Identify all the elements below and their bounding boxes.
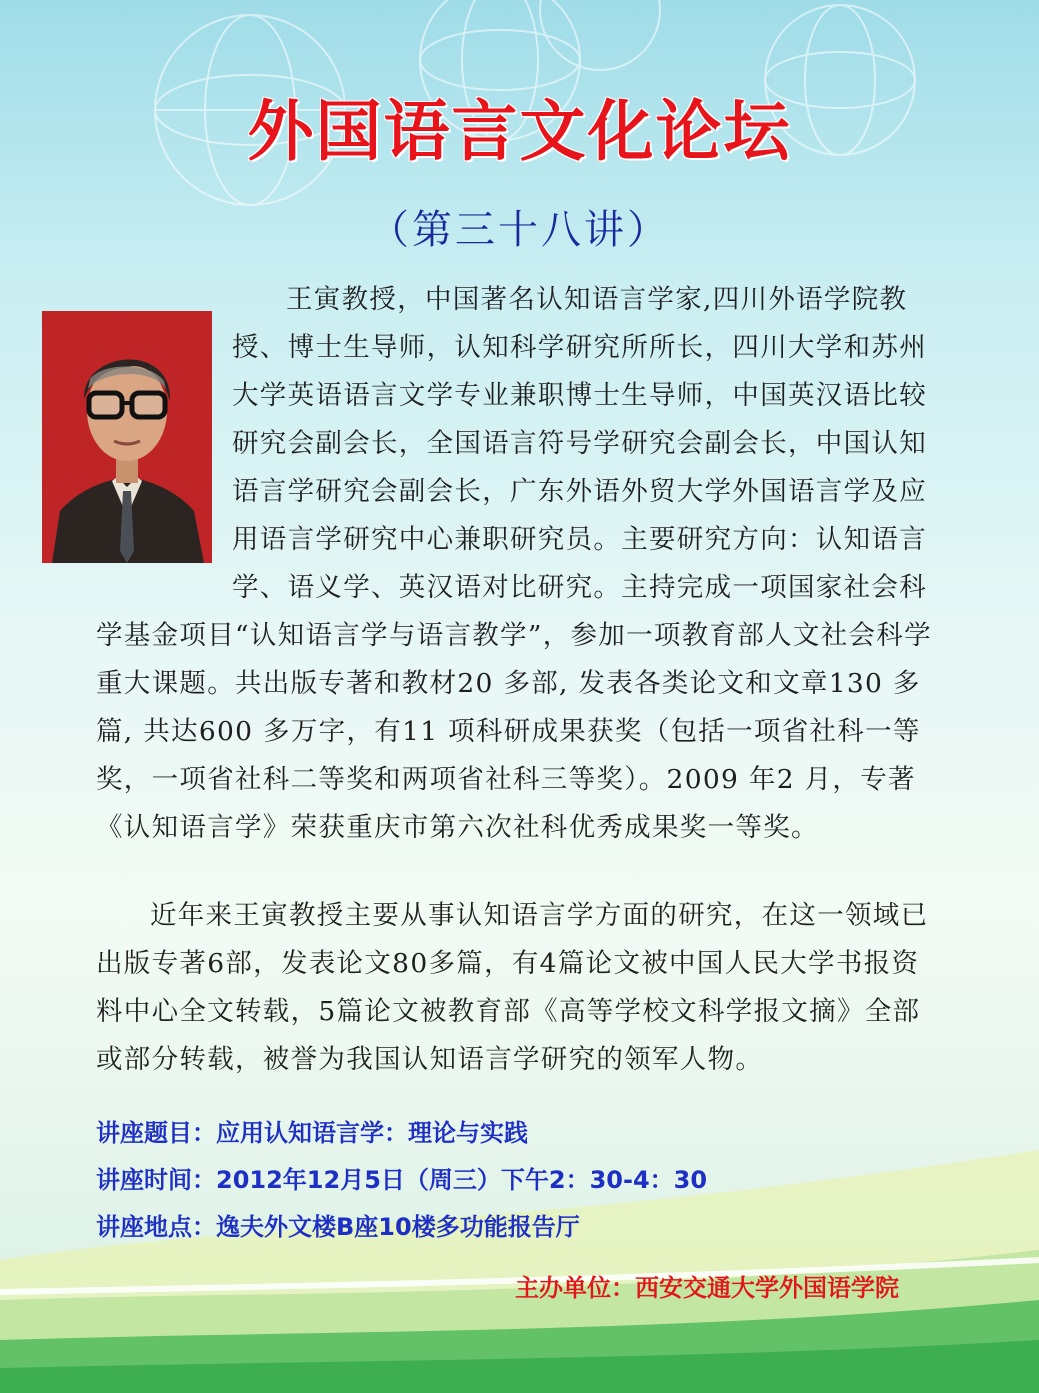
- lecture-time-value: 2012年12月5日（周三）下午2：30-4：30: [216, 1166, 708, 1194]
- lecture-place-label: 讲座地点：: [96, 1213, 216, 1241]
- lecture-time-label: 讲座时间：: [96, 1166, 216, 1194]
- lecture-place: [96, 1207, 580, 1242]
- organizer: [515, 1268, 899, 1303]
- lecture-topic-label: 讲座题目：: [96, 1119, 216, 1147]
- speaker-photo: [42, 311, 212, 563]
- bio-text-1: 王寅教授，中国著名认知语言学家,四川外语学院教授、博士生导师，认知科学研究所所长，四川大学和苏州大学英语语言文学专业兼职博士生导师，中国英汉语比较研究会副会长，全国语言符号学研究会副会长，中国认知语言学研究会副会长，广东外语外贸大学外国语言学及应用语言学研究中心兼职研究员。主要研究方向：认知语言学、语义学、英汉语对比研究。主持完成一项国家社会科学基金项目“认知语言学与语言教学”，参加一项教育部人文社会科学重大课题。共出版专著和教材20 多部, 发表各类论文和文章130 多篇, 共达600 多万字，有11 项科研成果获奖（包括一项省社科一等奖，一项省社科二等奖和两项省社科三等奖）。2009 年2 月，专著《认知语言学》荣获重庆市第六次社科优秀成果奖一等奖。: [96, 284, 932, 843]
- poster-title: 外国语言文化论坛: [247, 93, 792, 170]
- lecture-place-value: 逸夫外文楼B座10楼多功能报告厅: [216, 1213, 580, 1241]
- lecture-time: [96, 1160, 707, 1195]
- bio-paragraph-2: 近年来王寅教授主要从事认知语言学方面的研究，在这一领域已出版专著6部，发表论文80多篇，有4篇论文被中国人民大学书报资料中心全文转载，5篇论文被教育部《高等学校文科学报文摘》全部或部分转载，被誉为我国认知语言学研究的领军人物。: [96, 900, 929, 1075]
- bio-paragraph-1: [96, 276, 946, 852]
- lecture-topic-value: 应用认知语言学：理论与实践: [216, 1119, 528, 1147]
- portrait-photo: [42, 311, 212, 563]
- organizer-value: 西安交通大学外国语学院: [635, 1274, 899, 1302]
- lecture-number: （第三十八讲）: [369, 207, 670, 253]
- organizer-label: 主办单位：: [515, 1274, 635, 1302]
- lecture-topic: [96, 1113, 528, 1148]
